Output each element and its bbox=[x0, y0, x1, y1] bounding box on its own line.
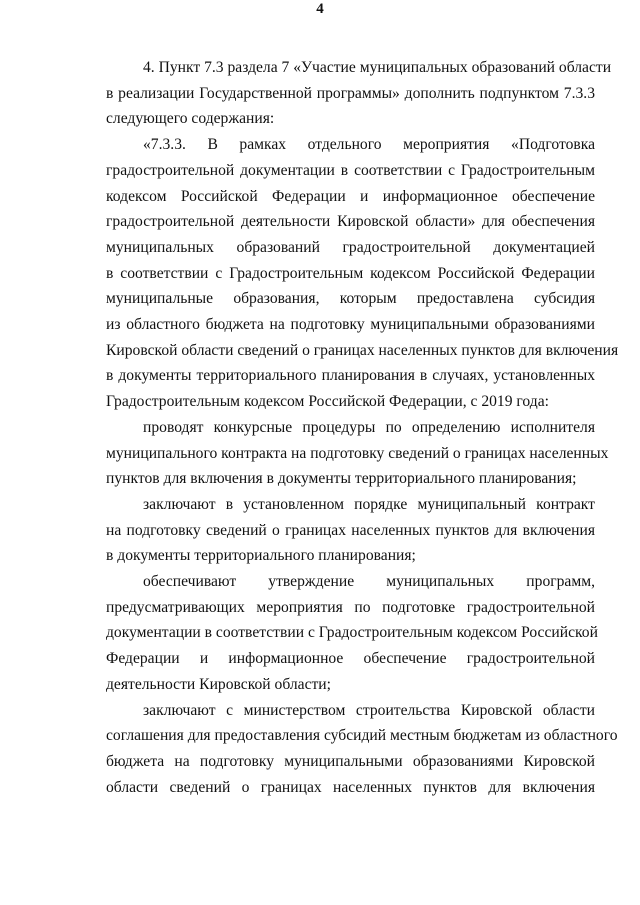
text-line: Градостроительным кодексом Российской Федерации, с 2019 года: bbox=[106, 393, 549, 411]
text-line: муниципальных образований градостроительной документацией bbox=[106, 238, 595, 256]
text-line: градостроительной деятельности Кировской области» для обеспечения bbox=[106, 213, 595, 231]
text-line: на подготовку сведений о границах населенных пунктов для включения bbox=[106, 521, 595, 539]
text-line: предусматривающих мероприятия по подготовке градостроительной bbox=[106, 598, 595, 616]
text-line: «7.3.3. В рамках отдельного мероприятия «Подготовка bbox=[143, 136, 595, 154]
text-line: в документы территориального планирования; bbox=[106, 547, 416, 565]
text-line: следующего содержания: bbox=[106, 110, 275, 128]
text-line: деятельности Кировской области; bbox=[106, 675, 331, 693]
text-line: Кировской области сведений о границах населенных пунктов для включения bbox=[106, 341, 619, 359]
document-body bbox=[106, 55, 619, 800]
text-line: в соответствии с Градостроительным кодексом Российской Федерации bbox=[106, 264, 595, 282]
text-line: пунктов для включения в документы территориального планирования; bbox=[106, 470, 577, 488]
page-number: 4 bbox=[316, 1, 324, 17]
text-line: муниципального контракта на подготовку сведений о границах населенных bbox=[106, 444, 609, 462]
text-line: градостроительной документации в соответствии с Градостроительным bbox=[106, 161, 595, 179]
paragraph bbox=[106, 55, 612, 132]
text-line: 4. Пункт 7.3 раздела 7 «Участие муниципальных образований области bbox=[143, 59, 612, 76]
text-line: в документы территориального планирования в случаях, установленных bbox=[106, 367, 595, 385]
text-line: области сведений о границах населенных пунктов для включения bbox=[106, 778, 595, 796]
paragraph bbox=[106, 415, 609, 492]
text-line: документации в соответствии с Градостроительным кодексом Российской bbox=[106, 624, 598, 642]
paragraph bbox=[106, 492, 595, 569]
text-line: в реализации Государственной программы» дополнить подпунктом 7.3.3 bbox=[106, 84, 595, 102]
text-line: заключают в установленном порядке муниципальный контракт bbox=[143, 495, 595, 513]
text-line: кодексом Российской Федерации и информационное обеспечение bbox=[106, 187, 595, 205]
text-line: Федерации и информационное обеспечение градостроительной bbox=[106, 650, 595, 668]
paragraph bbox=[106, 132, 619, 415]
text-line: бюджета на подготовку муниципальными образованиями Кировской bbox=[106, 752, 595, 770]
text-line: заключают с министерством строительства Кировской области bbox=[143, 701, 595, 719]
text-line: из областного бюджета на подготовку муниципальными образованиями bbox=[106, 316, 595, 334]
text-line: соглашения для предоставления субсидий местным бюджетам из областного bbox=[106, 727, 618, 745]
paragraph bbox=[106, 569, 598, 698]
text-line: муниципальные образования, которым предоставлена субсидия bbox=[106, 290, 595, 308]
paragraph bbox=[106, 698, 618, 801]
text-line: проводят конкурсные процедуры по определению исполнителя bbox=[143, 418, 595, 436]
text-line: обеспечивают утверждение муниципальных программ, bbox=[143, 573, 595, 591]
